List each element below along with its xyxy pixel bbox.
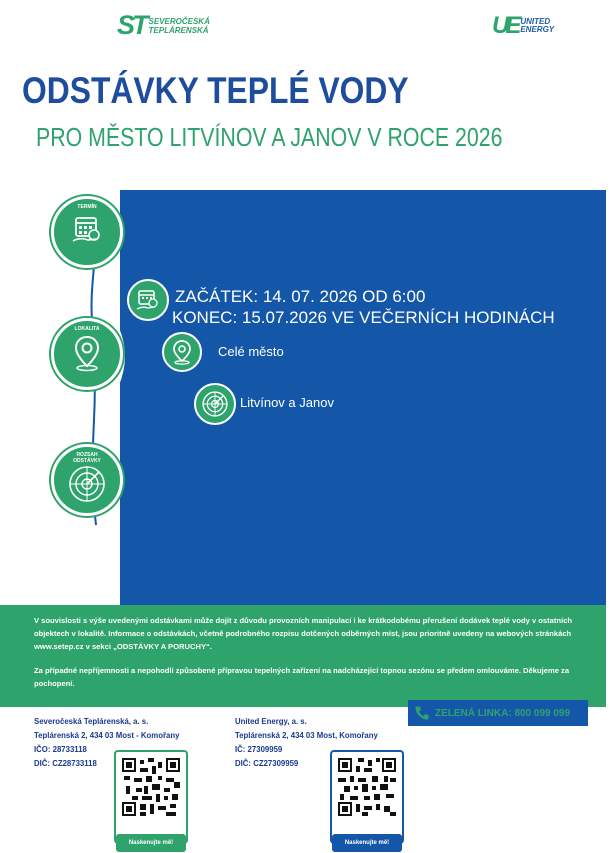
timeline-rozsah-circle: [51, 444, 123, 516]
severoceska-teplarenska-logo: [117, 10, 210, 41]
company2-ic: IČ: 27309959: [235, 745, 283, 754]
company2-qr-label: Naskenujte mě!: [332, 834, 402, 852]
location-badge: [194, 383, 236, 425]
lokalita-label: LOKALITA: [74, 326, 100, 332]
notice-paragraph-2: Za případné nepříjemnosti a nepohodlí způsobené přípravou tepelných zařízení na nadcházející topnou sezónu se předem omlouváme. Děkujeme za pochopení.: [34, 666, 570, 688]
timeline-termin-circle: [51, 196, 123, 268]
united-energy-logo: [492, 12, 554, 40]
st-logo-mark: ST: [117, 10, 146, 40]
rozsah-label-1: ROZSAH: [76, 452, 98, 458]
phone-icon: [414, 705, 430, 721]
qr-code-icon: [122, 758, 180, 816]
page-subtitle: PRO MĚSTO LITVÍNOV A JANOV V ROCE 2026: [36, 122, 503, 152]
qr-code-icon: [338, 758, 396, 816]
company2-qr[interactable]: [330, 750, 404, 844]
radar-icon: [67, 464, 107, 504]
company1-qr-label: Naskenujte mě!: [116, 834, 186, 852]
company2-dic: DIČ: CZ27309959: [235, 759, 299, 768]
st-logo-line1: SEVEROČESKÁ: [148, 16, 210, 26]
location-pin-icon: [69, 333, 105, 373]
company2-address: Teplárenská 2, 434 03 Most, Komořany: [235, 731, 378, 740]
rozsah-label-2: ODSTÁVKY: [73, 458, 101, 464]
company2-name: United Energy, a. s.: [235, 717, 307, 726]
scope-text: Celé město: [218, 344, 284, 359]
company1-address: Teplárenská 2, 434 03 Most - Komořany: [34, 731, 180, 740]
ue-logo-line1: UNITED: [520, 17, 551, 26]
start-date: ZAČÁTEK: 14. 07. 2026 OD 6:00: [175, 287, 426, 306]
hotline-text: ZELENÁ LINKA: 800 099 099: [435, 707, 571, 719]
company1-qr[interactable]: [114, 750, 188, 844]
timeline-lokalita-circle: [51, 318, 123, 390]
company1-name: Severočeská Teplárenská, a. s.: [34, 717, 149, 726]
page-title: ODSTÁVKY TEPLÉ VODY: [22, 70, 409, 111]
st-logo-line2: TEPLÁRENSKÁ: [148, 25, 209, 35]
calendar-icon: [70, 213, 104, 247]
location-text: Litvínov a Janov: [240, 395, 334, 410]
ue-logo-mark: UE: [492, 12, 518, 39]
company1-ico: IČO: 28733118: [34, 745, 87, 754]
scope-badge: [162, 332, 202, 372]
ue-logo-line2: ENERGY: [520, 25, 555, 34]
hotline-banner: [408, 700, 588, 726]
company1-dic: DIČ: CZ28733118: [34, 759, 97, 768]
location-pin-icon: [170, 339, 194, 365]
date-badge: [127, 279, 169, 321]
end-date: KONEC: 15.07.2026 VE VEČERNÍCH HODINÁCH: [172, 308, 555, 327]
termin-label: TERMÍN: [77, 204, 97, 210]
blue-panel: [120, 190, 606, 605]
calendar-icon: [135, 287, 161, 313]
radar-icon: [201, 390, 229, 418]
notice-paragraph-1: V souvislosti s výše uvedenými odstávkami může dojít z důvodu provozních manipulací i ke krátkodobému přerušení dodávek teplé vody v ostatních objektech v lokalitě. Informace o odstávkách, včetně podrobného rozpisu dotčených odběrných míst, jsou prioritně uvedeny na webových stránkách www.setep.cz v sekci „ODSTÁVKY A PORUCHY“.: [34, 616, 573, 651]
